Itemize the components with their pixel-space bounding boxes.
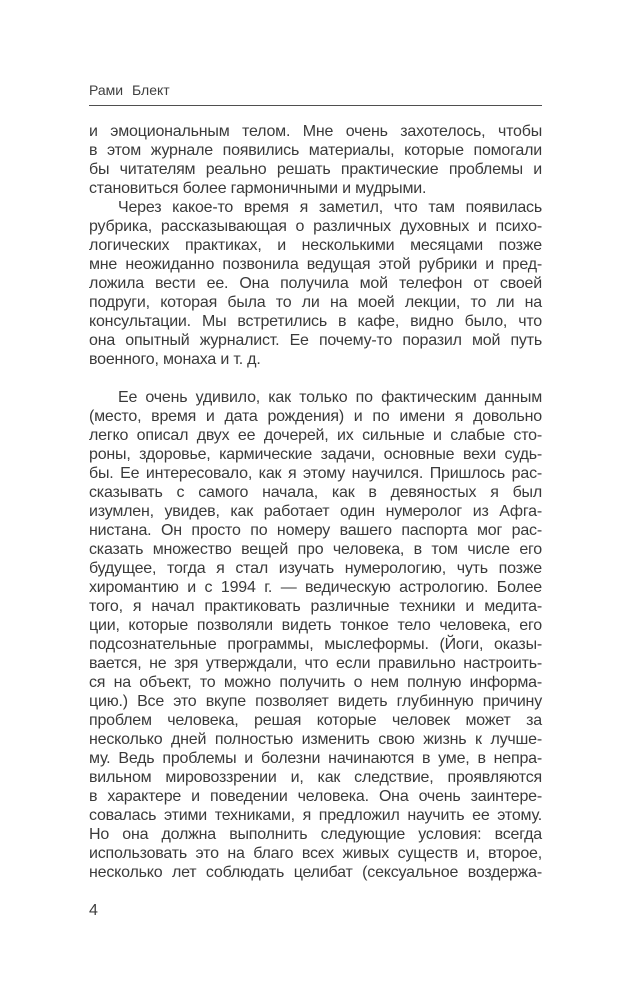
text-line: Через какое-то время я заметил, что там появилась [118, 199, 542, 216]
text-line: в этом журнале появились материалы, которые помогали [89, 142, 542, 159]
text-line: вается, не зря утверждали, что если правильно настроить- [89, 655, 542, 672]
text-line: мне неожиданно позвонила ведущая этой рубрики и пред- [89, 256, 542, 273]
text-line: сказывать с самого начала, как в девяностых я был [89, 484, 542, 501]
text-line: сказать множество вещей про человека, в том числе его [89, 541, 542, 558]
text-line: консультации. Мы встретились в кафе, видно было, что [89, 313, 542, 330]
text-line: проблем человека, решая которые человек может за [89, 712, 542, 729]
text-line: вильном мировоззрении и, как следствие, проявляются [89, 769, 542, 786]
paragraph [89, 198, 542, 369]
author-name: Рами Блект [89, 82, 170, 98]
text-line: становиться более гармоничными и мудрыми. [89, 180, 427, 197]
text-line: подсознательные программы, мыслеформы. (Йоги, оказы- [89, 636, 542, 653]
text-line: хиромантию и с 1994 г. — ведическую астрологию. Более [89, 579, 542, 596]
text-line: Ее очень удивило, как только по фактическим данным [118, 389, 542, 406]
text-line: подруги, которая была то ли на моей лекции, то ли на [89, 294, 542, 311]
text-line: ложила вести ее. Она получила мой телефон от своей [89, 275, 542, 292]
text-line: легко описал двух ее дочерей, их сильные и слабые сто- [89, 427, 542, 444]
text-line: несколько дней полностью изменить свою жизнь к лучше- [89, 731, 542, 748]
text-line: бы. Ее интересовало, как я этому научился. Пришлось рас- [89, 465, 542, 482]
text-line: того, я начал практиковать различные техники и медита- [89, 598, 542, 615]
text-line: Но она должна выполнить следующие условия: всегда [89, 826, 542, 843]
text-line: логических практиках, и несколькими месяцами позже [89, 237, 542, 254]
text-line: бы читателям реально решать практические проблемы и [89, 161, 542, 178]
text-line: ции, которые позволяли видеть тонкое тело человека, его [89, 617, 542, 634]
text-line: несколько лет соблюдать целибат (сексуальное воздержа- [89, 864, 542, 881]
text-line: использовать это на благо всех живых существ и, второе, [89, 845, 542, 862]
text-line: и эмоциональным телом. Мне очень захотелось, чтобы [89, 123, 542, 140]
text-line: му. Ведь проблемы и болезни начинаются в уме, в непра- [89, 750, 542, 767]
text-line: рубрика, рассказывающая о различных духовных и психо- [89, 218, 542, 235]
paragraph [89, 388, 542, 882]
text-line: она опытный журналист. Ее почему-то поразил мой путь [89, 332, 542, 349]
text-line: в характере и поведении человека. Она очень заинтере- [89, 788, 542, 805]
page-number: 4 [89, 902, 98, 919]
text-line: нистана. Он просто по номеру вашего паспорта мог рас- [89, 522, 542, 539]
text-line: (место, время и дата рождения) и по имени я довольно [89, 408, 542, 425]
text-line: роны, здоровье, кармические задачи, основные вехи судь- [89, 446, 542, 463]
text-line: изумлен, увидев, как работает один нумеролог из Афга- [89, 503, 542, 520]
text-line: совалась этими техниками, я предложил научить ее этому. [89, 807, 542, 824]
text-line: военного, монаха и т. д. [89, 351, 261, 368]
running-header [89, 83, 542, 106]
paragraph [89, 122, 542, 198]
text-line: цию.) Все это вкупе позволяет видеть глубинную причину [89, 693, 542, 710]
text-line: будущее, тогда я стал изучать нумерологию, чуть позже [89, 560, 542, 577]
text-line: ся на объект, то можно получить о нем полную информа- [89, 674, 542, 691]
page-body [89, 122, 542, 882]
